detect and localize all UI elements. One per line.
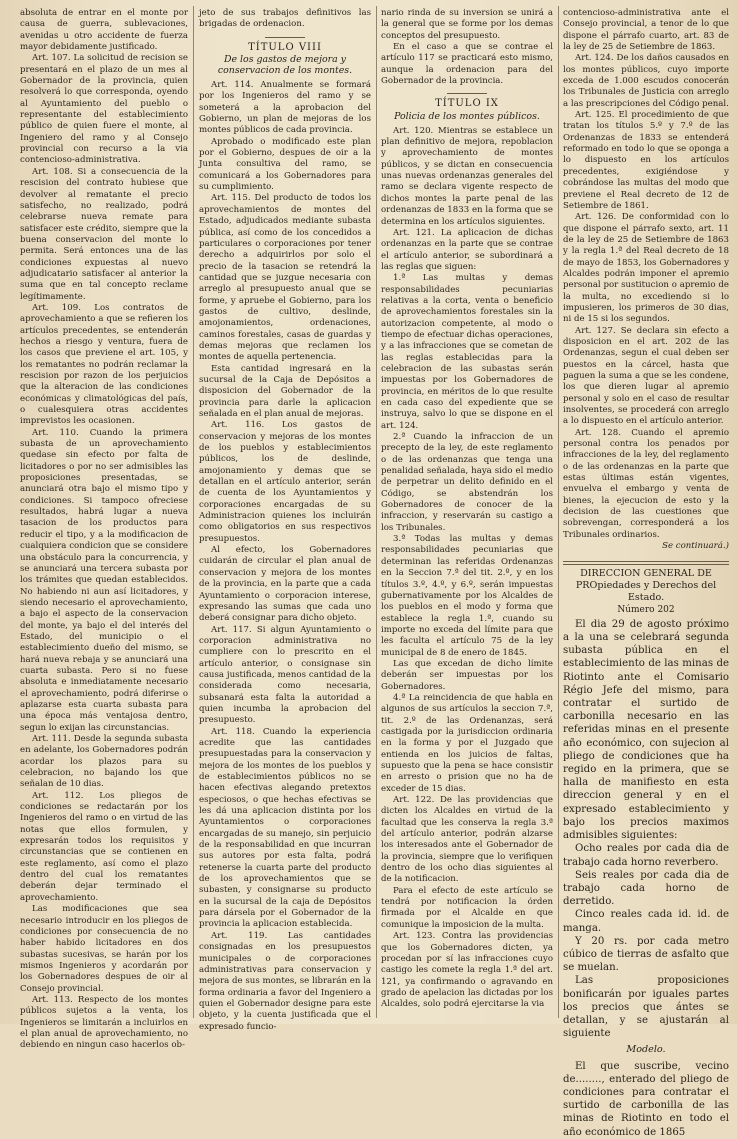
- article-127: Art. 127. Se declara sin efecto a disposicion en el art. 202 de las Ordenanzas, segun el cual deben ser puestos en la cárcel, hasta que paguen la suma a que se les condene, los que dieren lugar al apremio personal y solo en el caso de resultar insolventes, se procederá con arreglo a lo dispuesto en el artículo anterior.: [563, 325, 729, 427]
- paragraph: contencioso-administrativa ante el Consejo provincial, a tenor de lo que dispone el párrafo cuarto, art. 83 de la ley de 25 de Setiembre de 1863.: [563, 8, 729, 53]
- rule-4: 4.ª La reincidencia de que habla en algunos de sus artículos la seccion 7.ª, tit. 2.º de las Ordenanzas, será castigada por la jurisdiccion ordinaria en la forma y por el Juzgado que entienda en los juicios de faltas, supuesto que la pena se hace consistir en arresto o prision que no ha de exceder de 15 dias.: [381, 692, 553, 794]
- article-107: Art. 107. La solicitud de recision se presentará en el plazo de un mes al Gobernador de la provincia, quien resolverá lo que corresponda, oyendo al Ayuntamiento del pueblo o representante del establecimiento público de quien fuere el monte, al Ingeniero del ramo y al Consejo provincial con recurso a la via contencioso-administrativa.: [20, 53, 188, 166]
- section-title: TÍTULO VIII: [248, 41, 322, 53]
- model-heading: Modelo.: [626, 1044, 666, 1056]
- paragraph: absoluta de entrar en el monte por causa de guerra, sublevaciones, avenidas u otro accidente de fuerza mayor debidamente justificado.: [20, 8, 188, 53]
- paragraph: Esta cantidad ingresará en la sucursal de la Caja de Depósitos a disposicion del Gobernador de la provincia para darle la aplicacion señalada en el plan anual de mejoras.: [199, 363, 371, 419]
- rule-1: 1.ª Las multas y demas responsabilidades pecuniarias relativas a la corta, venta o beneficio de aprovechamientos forestales sin la autorizacion competente, al modo o tiempo de efectuar dichas operaciones, y a las infracciones que se cometan de las reglas establecidas para la celebracion de las subastas serán impuestas por los Gobernadores de provincia, en méritos de lo que resulte en cada caso del expediente que se instruya, salvo lo que se dispone en el art. 124.: [381, 273, 553, 431]
- paragraph: Las modificaciones que sea necesario introducir en los pliegos de condiciones por consecuencia de no haber habido licitadores en dos subastas sucesivas, se harán por los mismos Ingenieros y acordarán por los Gobernadores despues de oir al Consejo provincial.: [20, 904, 188, 994]
- paragraph: Las que excedan de dicho límite deberán ser impuestas por los Gobernadores.: [381, 658, 553, 692]
- rule-3: 3.ª Todas las multas y demas responsabilidades pecuniarias que determinan las referidas Ordenanzas en la Seccion 7.ª del tit. 2.º, y en los títulos 3.º, 4.º, y 6.º, serán impuestas gubernativamente por los Alcaldes de los pueblos en el modo y forma que establece la regla 1.ª, cuando su importe no exceda del límite para que les faculta el artículo 75 de la ley municipal de 8 de enero de 1845.: [381, 534, 553, 658]
- article-111: Art. 111. Desde la segunda subasta en adelante, los Gobernadores podrán acordar los plazos para su celebracion, no bajando los que señalan de 10 dias.: [20, 734, 188, 790]
- notice-paragraph: Cinco reales cada id. id. de manga.: [563, 909, 729, 934]
- paragraph: Aprobado o modificado este plan por el Gobierno, despues de oir a la Junta consultiva del ramo, se comunicará a los Gobernadores para su cumplimiento.: [199, 136, 371, 193]
- article-118: Art. 118. Cuando la experiencia acredite que las cantidades presupuestadas para la conservacion y mejora de los montes de los pueblos y de establecimientos públicos no se hacen efectivas alegando pretextos especiosos, o que hechas efectivas se les dá una aplicacion distinta por los Ayuntamientos o corporaciones encargadas de su manejo, sin perjuicio de la responsabilidad en que incurran sus autores por esta falta, podrá retenerse la cuarta parte del producto de los aprovechamientos que se subasten, y consignarse su producto en la sucursal de la caja de Depósitos para dársela por el Gobernador de la provincia la aplicacion establecida.: [199, 726, 371, 930]
- notice-paragraph: Y 20 rs. por cada metro cúbico de tierras de asfalto que se muelan.: [563, 935, 729, 974]
- notice-paragraph: Las proposiciones bonificarán por iguales partes los precios que ántes se detallan, y se ajustarán al siguiente: [563, 975, 729, 1040]
- continued-note: Se continuará.): [662, 541, 729, 552]
- column-divider: [193, 6, 194, 1018]
- paragraph: Al efecto, los Gobernadores cuidarán de circular el plan anual de conservacion y mejora de los montes de la provincia, en la parte que a cada Ayuntamiento o corporacion interese, expresando las sumas que cada uno deberá consignar para dicho objeto.: [199, 545, 371, 624]
- paragraph: nario rinda de su inversion se unirá a la general que se forme por los demas conceptos del presupuesto.: [381, 8, 553, 41]
- article-120: Art. 120. Mientras se establece un plan definitivo de mejora, repoblacion y aprovechamiento de montes públicos, y se dictan en consecuencia unas nuevas ordenanzas generales del ramo se declara vigente respecto de dichos montes la parte penal de las ordenanzas de 1833 en la forma que se determina en los artículos siguientes.: [381, 125, 553, 227]
- notice-number: Número 202: [617, 604, 675, 615]
- paragraph: jeto de sus trabajos definitivos las brigadas de ordenacion.: [199, 8, 371, 30]
- section-rule: [563, 561, 729, 562]
- section-subtitle: De los gastos de mejora y conservacion de los montes.: [217, 54, 353, 77]
- model-text: El que suscribe, vecino de........, enterado del pliego de condiciones para contratar el surtido de carbonilla de las minas de Riotinto en todo el año económico de 1865: [563, 1060, 729, 1138]
- article-124: Art. 124. De los daños causados en los montes públicos, cuyo importe exceda de 1.000 escudos conocerán los Tribunales de Justicia con arreglo a las prescripciones del Código penal.: [563, 53, 729, 109]
- section-rule: [447, 93, 487, 94]
- section-rule: [563, 564, 729, 565]
- column-divider: [558, 6, 559, 1018]
- paragraph: Para el efecto de este artículo se tendrá por notificacion la órden firmada por el Alcalde en que comunique la imposicion de la multa.: [381, 885, 553, 930]
- section-title: TÍTULO IX: [435, 98, 499, 110]
- column-1: [20, 8, 188, 1051]
- rule-2: 2.ª Cuando la infraccion de un precepto de la ley, de este reglamento o de las ordenanzas que tenga una penalidad señalada, haya sido el medio de perpetrar un delito definido en el Código, se abstendrán los Gobernadores de conocer de la infraccion, y reservarán su castigo a los Tribunales.: [381, 432, 553, 533]
- column-2: [199, 8, 371, 1032]
- article-112: Art. 112. Los pliegos de condiciones se redactarán por los Ingenieros del ramo o en virtud de las notas que ellos formulen, y expresarán todos los requisitos y circunstancias que se contienen en este reglamento, así como el plazo dentro del cual los rematantes deberán dejar terminado el aprovechamiento.: [20, 790, 188, 903]
- notice-heading: DIRECCION GENERAL DE PROpiedades y Derechos del Estado.: [575, 567, 717, 603]
- article-110: Art. 110. Cuando la primera subasta de un aprovechamiento quedase sin efecto por falta de licitadores o por no ser admisibles las proposiciones presentadas, se anunciará otra bajo el mismo tipo y condiciones. Si tampoco ofreciese resultados, habrá lugar a nueva tasacion de los productos para reducir el tipo, y a la modificacion de cualquiera condicion que se considere una obstáculo para la concurrencia, y se anunciará una tercera subasta por los trámites que quedan establecidos. No habiendo ni aun así licitadores, y siendo necesario el aprovechamiento, a bajo el aspecto de la conservacion del monte, ya bajo el del interés del Estado, del municipio o el establecimiento dueño del mismo, se hará nueva rebaja y se anunciará una cuarta subasta. Pero si no fuese absoluta e inmediatamente necesario el aprovechamiento, podrá diferirse o aplazarse esta cuarta subasta para una época más ventajosa dentro, segun lo exijan las circunstancias.: [20, 427, 188, 733]
- article-115: Art. 115. Del producto de todos los aprovechamientos de montes del Estado, adjudicados mediante subasta pública, así como de los concedidos a particulares o corporaciones por tener derecho a adquirirlos por solo el precio de la tasacion se retendrá la cantidad que se juzgue necesaria con arreglo al presupuesto anual que se forme, y apruebe el Gobierno, para los gastos de cultivo, deslinde, amojonamientos, ordenaciones, caminos forestales, casas de guardas y demas mejoras que reclamen los montes de aquella pertenencia.: [199, 193, 371, 363]
- column-3: [381, 8, 553, 1018]
- article-114: Art. 114. Anualmente se formará por los Ingenieros del ramo y se someterá a la aprobacion del Gobierno, un plan de mejoras de los montes públicos de cada provincia.: [199, 80, 371, 136]
- article-117: Art. 117. Si algun Ayuntamiento o corporacion administrativa no cumpliere con lo prescrito en el artículo anterior, o consignase sin causa justificada, menos cantidad de la considerada como necesaria, subsanará esta falta la autoridad a quien incumba la aprobacion del presupuesto.: [199, 624, 371, 726]
- article-125: Art. 125. El procedimiento de que tratan los títulos 5.º y 7.º de las Ordenanzas de 1833 se entenderá reformado en todo lo que se oponga a lo dispuesto en los artículos precedentes, exigiéndose y cobrándose las multas del modo que previene el Real decreto de 12 de Setiembre de 1861.: [563, 110, 729, 211]
- article-109: Art. 109. Los contratos de aprovechamiento a que se refieren los artículos precedentes, se entenderán hechos a riesgo y ventura, fuera de los casos que previene el art. 105, y los rematantes no podrán reclamar la rescision por razon de los perjuicios que la alteracion de las condiciones económicas y climatológicas del país, o cualesquiera otras accidentes imprevistos les ocasionen.: [20, 302, 188, 427]
- notice-paragraph: Seis reales por cada dia de trabajo cada horno de derretido.: [563, 869, 729, 908]
- article-121: Art. 121. La aplicacion de dichas ordenanzas en la parte que se contrae el artículo anterior, se subordinará a las reglas que siguen:: [381, 227, 553, 272]
- article-128: Art. 128. Cuando el apremio personal contra los penados por infracciones de la ley, del reglamento o de las ordenanzas en la parte que estas últimas están vigentes, envuelva el embargo y venta de bienes, la ejecucion de esto y la decision de las cuestiones que sobrevengan, corresponderá a los Tribunales ordinarios.: [563, 427, 729, 540]
- article-113: Art. 113. Respecto de los montes públicos sujetos a la venta, los Ingenieros se limitarán a incluirlos en el plan anual de aprovechamiento, no debiendo en ningun caso hacerlos ob-: [20, 994, 188, 1051]
- section-subtitle: Policia de los montes públicos.: [394, 110, 540, 122]
- paragraph: En el caso a que se contrae el artículo 117 se practicará esto mismo, aunque la ordenacion para del Gobernador de la provincia.: [381, 42, 553, 87]
- column-divider: [376, 6, 377, 1018]
- notice-paragraph: Ocho reales por cada dia de trabajo cada horno reverbero.: [563, 843, 729, 868]
- article-116: Art. 116. Los gastos de conservacion y mejoras de los montes de los pueblos y establecimientos públicos, los de deslinde, amojonamiento y demas que se detallan en el artículo anterior, serán de cuenta de los Ayuntamientos y corporaciones encargadas de su Administracion quienes los incluirán como obligatorios en sus respectivos presupuestos.: [199, 420, 371, 544]
- section-rule: [265, 37, 305, 38]
- article-126: Art. 126. De conformidad con lo que dispone el párrafo sexto, art. 11 de la ley de 25 de Setiembre de 1863 y la regla 1.ª del Real decreto de 18 de mayo de 1853, los Gobernadores y Alcaldes podrán imponer el apremio personal por sustitucion o apremio de la multa, no excediendo si lo impusieren, los primeros de 30 dias, ni de 15 si los segundos.: [563, 212, 729, 325]
- article-122: Art. 122. De las providencias que dicten los Alcaldes en virtud de la facultad que les conserva la regla 3.ª del artículo anterior, podrán alzarse los interesados ante el Gobernador de la provincia, siempre que lo verifiquen dentro de los ocho dias siguientes al de la notificacion.: [381, 795, 553, 885]
- article-119: Art. 119. Las cantidades consignadas en los presupuestos municipales o de corporaciones administrativas para conservacion y mejora de sus montes, se librarán en la forma ordinaria a favor del Ingeniero a quien el Gobernador designe para este objeto, y la cuenta justificada que el expresado funcio-: [199, 930, 371, 1032]
- article-123: Art. 123. Contra las providencias que los Gobernadores dicten, ya procedan por sí las infracciones cuyo castigo les comete la regla 1.ª del art. 121, ya confirmando o agravando en grado de apelacion las dictadas por los Alcaldes, solo podrá ejercitarse la via: [381, 931, 553, 1010]
- notice-paragraph: El dia 29 de agosto próximo a la una se celebrará segunda subasta pública en el establecimiento de las minas de Riotinto ante el Comisario Régio Jefe del mismo, para contratar el surtido de carbonilla necesario en las referidas minas en el presente año económico, con sujecion al pliego de condiciones que ha regido en la primera, que se halla de manifiesto en esta direccion general y en el expresado establecimiento y bajo los precios maximos admisibles siguientes:: [563, 618, 729, 842]
- article-108: Art. 108. Si a consecuencia de la rescision del contrato hubiese que devolver al rematante el precio satisfecho, no realizado, podrá celebrarse nueva remate para satisfacer este crédito, siempre que la buena conservacion del monte lo permita. Será entonces una de las condiciones expuestas al nuevo adjudicatario satisfacer al anterior la suma que en tal concepto reclame legítimamente.: [20, 166, 188, 302]
- column-4: [563, 8, 729, 1138]
